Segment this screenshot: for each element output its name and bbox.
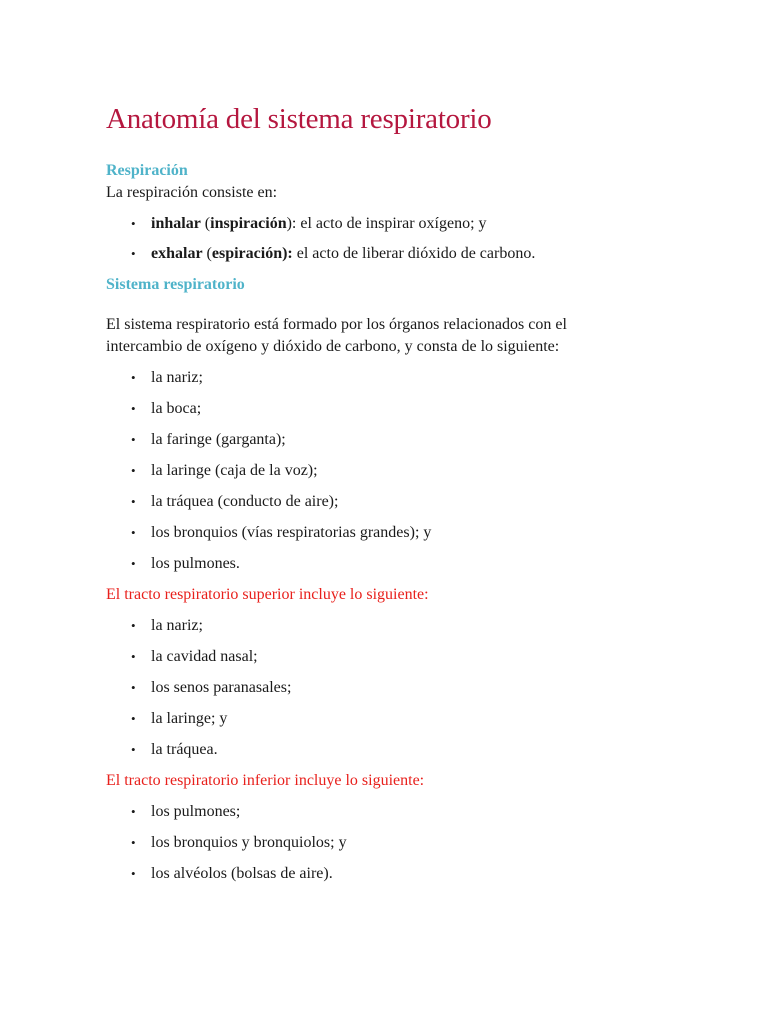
bullet: • bbox=[131, 246, 136, 261]
section-heading-sistema: Sistema respiratorio bbox=[106, 276, 245, 293]
bullet: • bbox=[131, 556, 136, 571]
list-item bbox=[106, 491, 726, 522]
page-title: Anatomía del sistema respiratorio bbox=[106, 103, 492, 135]
bullet: • bbox=[131, 494, 136, 509]
bullet: • bbox=[131, 866, 136, 881]
respiracion-intro: La respiración consiste en: bbox=[106, 184, 278, 201]
list-item-text: la nariz; bbox=[151, 369, 203, 386]
list-item bbox=[106, 429, 726, 460]
term-espiracion: espiración bbox=[211, 245, 283, 262]
list-item bbox=[106, 367, 726, 398]
bullet: • bbox=[131, 835, 136, 850]
list-item-text: la boca; bbox=[151, 400, 202, 417]
list-item-text: los bronquios y bronquiolos; y bbox=[151, 834, 347, 851]
text-span-bold: ): bbox=[282, 245, 293, 262]
list-item bbox=[106, 243, 726, 273]
list-item-text: la laringe; y bbox=[151, 710, 228, 727]
list-item-text: la nariz; bbox=[151, 617, 203, 634]
term-inspiracion: inspiración bbox=[210, 215, 287, 232]
term-exhalar: exhalar bbox=[151, 245, 203, 262]
list-item bbox=[106, 213, 726, 243]
list-item bbox=[106, 801, 726, 832]
list-item-text: los pulmones; bbox=[151, 803, 241, 820]
section-heading-inferior: El tracto respiratorio inferior incluye lo siguiente: bbox=[106, 772, 425, 789]
term-inhalar: inhalar bbox=[151, 215, 201, 232]
list-item bbox=[106, 398, 726, 429]
list-item-text: los bronquios (vías respiratorias grandes); y bbox=[151, 524, 432, 541]
text-span: ( bbox=[202, 245, 212, 262]
list-item-text: los pulmones. bbox=[151, 555, 240, 572]
bullet: • bbox=[131, 618, 136, 633]
list-item bbox=[106, 553, 726, 584]
section-heading-superior: El tracto respiratorio superior incluye lo siguiente: bbox=[106, 586, 429, 603]
list-item bbox=[106, 863, 726, 894]
list-item-text: la laringe (caja de la voz); bbox=[151, 462, 318, 479]
sistema-list bbox=[106, 367, 726, 584]
list-item bbox=[106, 646, 726, 677]
inferior-list bbox=[106, 801, 726, 894]
list-item bbox=[106, 615, 726, 646]
list-item bbox=[106, 739, 726, 770]
list-item bbox=[106, 832, 726, 863]
text-span: ): el acto de inspirar oxígeno; y bbox=[286, 215, 487, 232]
list-item-text: la cavidad nasal; bbox=[151, 648, 258, 665]
respiracion-list bbox=[106, 213, 726, 273]
paragraph-line: intercambio de oxígeno y dióxido de carbono, y consta de lo siguiente: bbox=[106, 338, 560, 355]
bullet: • bbox=[131, 370, 136, 385]
bullet: • bbox=[131, 463, 136, 478]
bullet: • bbox=[131, 216, 136, 231]
bullet: • bbox=[131, 401, 136, 416]
paragraph-line: El sistema respiratorio está formado por los órganos relacionados con el bbox=[106, 316, 567, 333]
sistema-paragraph bbox=[106, 314, 726, 358]
superior-list bbox=[106, 615, 726, 770]
bullet: • bbox=[131, 680, 136, 695]
list-item bbox=[106, 708, 726, 739]
bullet: • bbox=[131, 804, 136, 819]
text-span: ( bbox=[200, 215, 211, 232]
list-item-text: la faringe (garganta); bbox=[151, 431, 286, 448]
section-heading-respiracion: Respiración bbox=[106, 162, 188, 179]
bullet: • bbox=[131, 742, 136, 757]
bullet: • bbox=[131, 711, 136, 726]
list-item bbox=[106, 522, 726, 553]
bullet: • bbox=[131, 432, 136, 447]
text-span: el acto de liberar dióxido de carbono. bbox=[292, 245, 536, 262]
list-item-text: los alvéolos (bolsas de aire). bbox=[151, 865, 333, 882]
document-page bbox=[106, 98, 726, 894]
bullet: • bbox=[131, 649, 136, 664]
list-item bbox=[106, 677, 726, 708]
list-item-text: los senos paranasales; bbox=[151, 679, 292, 696]
list-item bbox=[106, 460, 726, 491]
list-item-text: la tráquea. bbox=[151, 741, 218, 758]
bullet: • bbox=[131, 525, 136, 540]
list-item-text: la tráquea (conducto de aire); bbox=[151, 493, 339, 510]
